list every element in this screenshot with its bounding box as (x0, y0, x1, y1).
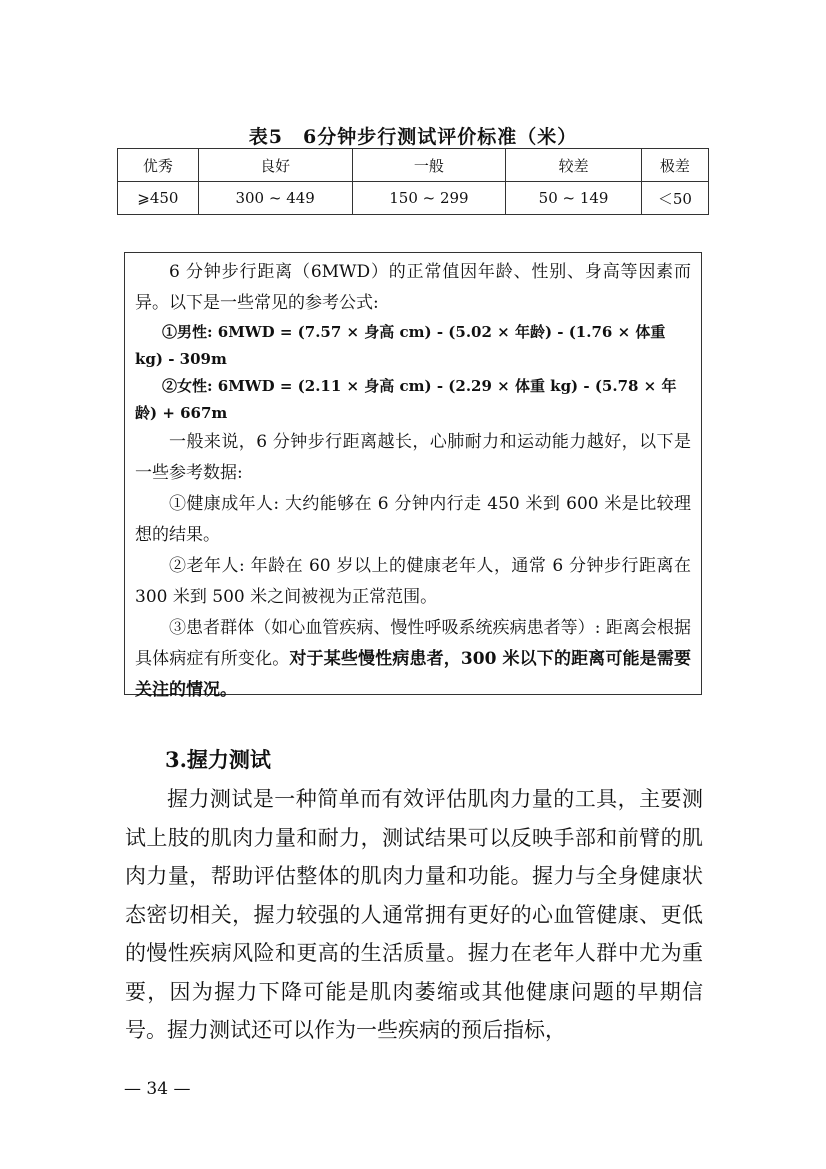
box-general: 一般来说，6 分钟步行距离越长，心肺耐力和运动能力越好，以下是一些参考数据: (135, 432, 691, 483)
header-cell: 良好 (198, 149, 352, 182)
table-title: 表5 6分钟步行测试评价标准（米） (248, 126, 578, 148)
box-item-elderly: ②老年人: 年龄在 60 岁以上的健康老年人，通常 6 分钟步行距离在 300 米到 500 米之间被视为正常范围。 (135, 556, 691, 607)
value-cell: 50 ~ 149 (506, 182, 642, 215)
box-item-patient (135, 613, 691, 706)
value-cell: ＜50 (641, 182, 708, 215)
formula-female: ②女性: 6MWD = (2.11 × 身高 cm) - (2.29 × 体重 kg) - (5.78 × 年龄) + 667m (135, 377, 677, 422)
section-title: 3.握力测试 (165, 747, 271, 772)
header-cell: 较差 (506, 149, 642, 182)
page-number: — 34 — (124, 1079, 191, 1099)
patient-text: ③患者群体（如心血管疾病、慢性呼吸系统疾病患者等）: 距离会根据具体病症有所变化。 (135, 618, 691, 669)
formula-male: ①男性: 6MWD = (7.57 × 身高 cm) - (5.02 × 年龄) - (1.76 × 体重 kg) - 309m (135, 323, 666, 368)
patient-bold-text: 对于某些慢性病患者，300 米以下的距离可能是需要关注的情况。 (135, 649, 692, 700)
body-paragraph: 握力测试是一种简单而有效评估肌肉力量的工具，主要测试上肢的肌肉力量和耐力，测试结果可以反映手部和前臂的肌肉力量，帮助评估整体的肌肉力量和功能。握力与全身健康状态密切相关，握力较强的人通常拥有更好的心血管健康、更低的慢性疾病风险和更高的生活质量。握力在老年人群中尤为重要，因为握力下降可能是肌肉萎缩或其他健康问题的早期信号。握力测试还可以作为一些疾病的预后指标， (125, 787, 703, 1042)
evaluation-table (117, 148, 709, 215)
value-cell: 300 ~ 449 (198, 182, 352, 215)
box-intro: 6 分钟步行距离（6MWD）的正常值因年龄、性别、身高等因素而异。以下是一些常见的参考公式: (135, 262, 691, 313)
header-cell: 优秀 (118, 149, 199, 182)
table-header-row (118, 149, 709, 182)
value-cell: 150 ~ 299 (352, 182, 506, 215)
header-cell: 极差 (641, 149, 708, 182)
value-cell: ⩾450 (118, 182, 199, 215)
box-item-adult: ①健康成年人: 大约能够在 6 分钟内行走 450 米到 600 米是比较理想的结果。 (135, 494, 691, 545)
header-cell: 一般 (352, 149, 506, 182)
info-box (124, 252, 702, 700)
table-row (118, 182, 709, 215)
